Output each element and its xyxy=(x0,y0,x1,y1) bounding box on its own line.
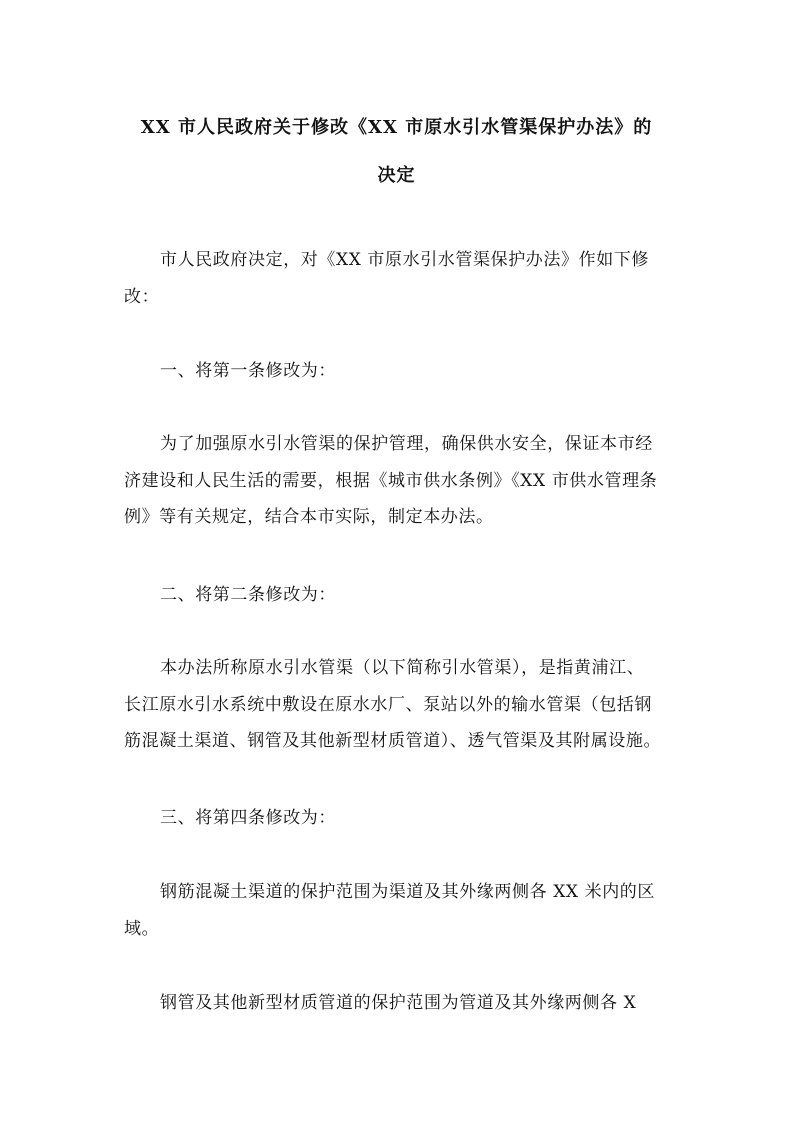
paragraph-line: 钢管及其他新型材质管道的保护范围为管道及其外缘两侧各 X xyxy=(160,993,637,1013)
heading-line: 一、将第一条修改为： xyxy=(160,361,336,381)
paragraph-line: 钢筋混凝土渠道的保护范围为渠道及其外缘两侧各 XX 米内的区 xyxy=(160,882,656,902)
heading-line: 三、将第四条修改为： xyxy=(160,808,336,828)
document-title xyxy=(110,104,683,200)
paragraph-line: 长江原水引水系统中敷设在原水水厂、泵站以外的输水管渠（包括钢 xyxy=(124,694,652,715)
paragraph-line: 济建设和人民生活的需要，根据《城市供水条例》《XX 市供水管理条 xyxy=(124,470,658,491)
paragraph-line: 市人民政府决定，对《XX 市原水引水管渠保护办法》作如下修 xyxy=(160,250,650,270)
paragraph-line: 本办法所称原水引水管渠（以下简称引水管渠），是指黄浦江、 xyxy=(160,658,645,678)
heading-line: 二、将第二条修改为： xyxy=(160,585,336,605)
title-line-1: XX 市人民政府关于修改《XX 市原水引水管渠保护办法》的 xyxy=(140,117,653,138)
paragraph-intro xyxy=(124,242,670,315)
paragraph-article-2 xyxy=(124,650,670,760)
paragraph-line: 域。 xyxy=(124,918,160,939)
section-heading-2 xyxy=(124,577,670,614)
paragraph-article-1 xyxy=(124,426,670,536)
section-heading-1 xyxy=(124,353,670,390)
paragraph-line: 例》等有关规定，结合本市实际，制定本办法。 xyxy=(124,507,494,527)
title-line-2: 决定 xyxy=(377,165,416,186)
paragraph-line: 为了加强原水引水管渠的保护管理，确保供水安全，保证本市经 xyxy=(160,434,653,454)
section-heading-3 xyxy=(124,800,670,837)
paragraph-line: 改： xyxy=(124,286,160,307)
paragraph-article-4-a xyxy=(124,874,670,947)
paragraph-line: 筋混凝土渠道、钢管及其他新型材质管道）、透气管渠及其附属设施。 xyxy=(124,731,662,751)
paragraph-article-4-b xyxy=(124,985,670,1022)
